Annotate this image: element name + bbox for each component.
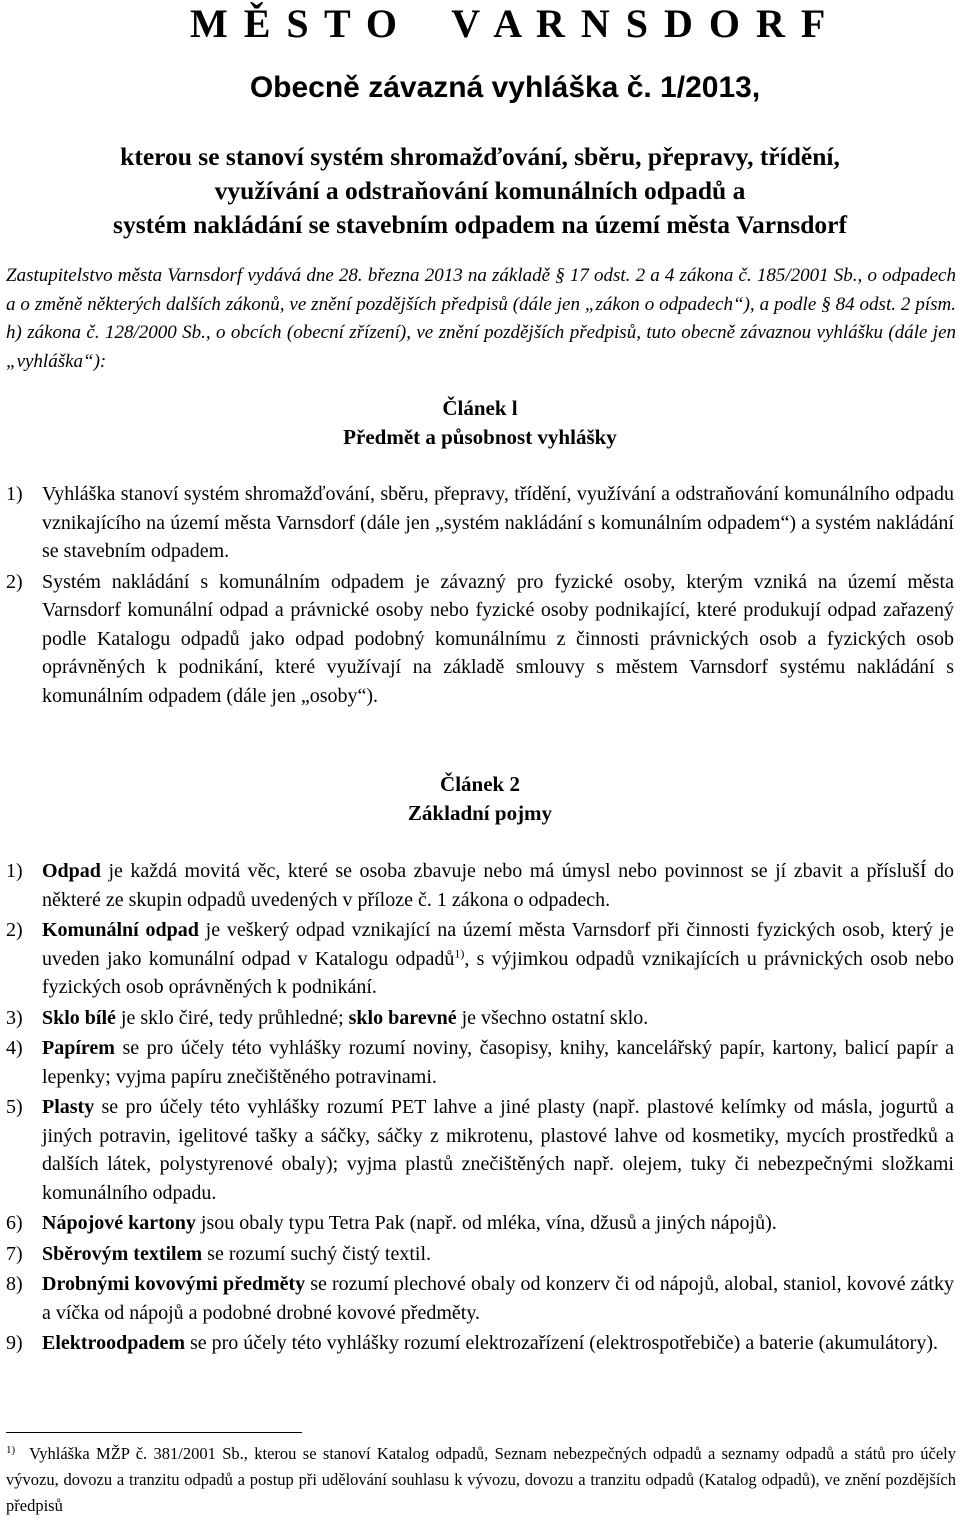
item-text: Vyhláška stanoví systém shromažďování, sběru, přepravy, třídění, využívání a odstraňování komunálního odpadu vznikajícího na území města Varnsdorf (dále jen „systém nakládání s komunálním odpadem“) a systém nakládání se stavebním odpadem. <box>42 483 954 562</box>
item-text: se pro účely této vyhlášky rozumí elektrozařízení (elektrospotřebiče) a baterie (akumulátory). <box>184 1332 939 1354</box>
item-term: Drobnými kovovými předměty <box>42 1273 306 1295</box>
list-item <box>0 480 960 566</box>
article-number: Článek 2 <box>440 772 520 796</box>
footnote-ref: 1) <box>454 945 465 960</box>
item-text: Systém nakládání s komunálním odpadem je závazný pro fyzické osoby, kterým vzniká na území města Varnsdorf komunální odpad a právnické osoby nebo fyzické osoby podnikající, které produkují odpad zařazený podle Katalogu odpadů jako odpad podobný komunálnímu z činnosti právnických osob a fyzických osob oprávněných k podnikání, které využívají na základě smlouvy s městem Varnsdorf systému nakládání s komunálním odpadem (dále jen „osoby“). <box>42 570 954 707</box>
item-number: 4) <box>6 1037 23 1059</box>
list-item <box>0 1034 960 1091</box>
item-text: je sklo čiré, tedy průhledné; <box>115 1006 349 1029</box>
item-number: 9) <box>6 1332 23 1354</box>
article-1-list <box>0 480 960 712</box>
item-number: 6) <box>6 1212 23 1234</box>
item-number: 2) <box>6 919 23 941</box>
item-term: sklo barevné <box>348 1006 457 1029</box>
item-term: Nápojové kartony <box>42 1212 196 1234</box>
subtitle-line: systém nakládání se stavebním odpadem na území města Varnsdorf <box>113 210 847 239</box>
footnote-text: Vyhláška MŽP č. 381/2001 Sb., kterou se stanoví Katalog odpadů, Seznam nebezpečných odpadů a seznamy odpadů a států pro účely vývozu, dovozu a tranzitu odpadů a postup při udělování souhlasu k vývozu, dovozu a tranzitu odpadů (Katalog odpadů), ve znění pozdějších předpisů <box>6 1444 956 1515</box>
footnote-mark: 1) <box>6 1443 16 1456</box>
list-item <box>0 568 960 711</box>
preamble: Zastupitelstvo města Varnsdorf vydává dne 28. března 2013 na základě § 17 odst. 2 a 4 zákona č. 185/2001 Sb., o odpadech a o změně některých dalších zákonů, ve znění pozdějších předpisů (dále jen „zákon o odpadech“), a podle § 84 odst. 2 písm. h) zákona č. 128/2000 Sb., o obcích (obecní zřízení), ve znění pozdějších předpisů, tuto obecně závaznou vyhlášku (dále jen „vyhláška“): <box>6 265 956 372</box>
list-item <box>0 1240 960 1269</box>
list-item <box>0 1004 960 1033</box>
list-item <box>0 1270 960 1327</box>
item-term: Papírem <box>42 1037 115 1059</box>
item-text: se rozumí plechové obaly od konzerv či od nápojů, alobal, staniol, kovové zátky a víčka od nápojů a podobné drobné kovové předměty. <box>42 1273 954 1324</box>
item-term: Odpad <box>42 860 101 882</box>
list-item <box>0 857 960 914</box>
article-title: Předmět a působnost vyhlášky <box>343 425 617 449</box>
item-text: se rozumí suchý čistý textil. <box>202 1242 432 1265</box>
item-number: 7) <box>6 1242 23 1265</box>
footnote-divider <box>6 1432 302 1433</box>
article-2-list <box>0 857 960 1360</box>
article-2-heading <box>0 770 960 828</box>
list-item <box>0 916 960 1002</box>
item-number: 1) <box>6 860 23 882</box>
item-text: jsou obaly typu Tetra Pak (např. od mléka, vína, džusů a jiných nápojů). <box>195 1212 777 1234</box>
item-text: je každá movitá věc, které se osoba zbavuje nebo má úmysl nebo povinnost se jí zbavit a příslušÍ do některé ze skupin odpadů uvedených v příloze č. 1 zákona o odpadech. <box>42 860 954 911</box>
article-number: Článek l <box>442 396 518 420</box>
article-1-heading <box>0 394 960 452</box>
item-text: je všechno ostatní sklo. <box>456 1006 649 1029</box>
item-text: je veškerý odpad vznikající na území města Varnsdorf při činnosti fyzických osob, který je uveden jako komunální odpad v Katalogu odpadů <box>42 919 954 970</box>
item-number: 1) <box>6 483 23 505</box>
city-title: M Ě S T O V A R N S D O R F <box>190 1 829 46</box>
subtitle-line: využívání a odstraňování komunálních odpadů a <box>214 176 746 205</box>
item-term: Komunální odpad <box>42 919 199 941</box>
item-text: se pro účely této vyhlášky rozumí noviny, časopisy, knihy, kancelářský papír, kartony, balicí papír a lepenky; vyjma papíru znečištěného potravinami. <box>42 1037 954 1088</box>
item-term: Sběrovým textilem <box>42 1242 203 1265</box>
item-text: se pro účely této vyhlášky rozumí PET lahve a jiné plasty (např. plastové kelímky od másla, jogurtů a jiných potravin, igelitové tašky a sáčky, sáčky z mikrotenu, plastové lahve od kosmetiky, mycích prostředků a dalších látek, polystyrenové obaly); vyjma plastů znečištěných např. olejem, tuky či nebezpečnými složkami komunálního odpadu. <box>42 1096 954 1204</box>
subtitle-line: kterou se stanoví systém shromažďování, sběru, přepravy, třídění, <box>120 142 840 171</box>
item-text: , s výjimkou odpadů vznikajících u právnických osob nebo fyzických osob oprávněných k podnikání. <box>42 947 954 998</box>
list-item <box>0 1093 960 1207</box>
item-number: 3) <box>6 1006 23 1029</box>
article-title: Základní pojmy <box>407 801 553 825</box>
list-item <box>0 1209 960 1238</box>
footnote <box>6 1441 956 1519</box>
item-term: Sklo bílé <box>42 1006 116 1029</box>
item-term: Elektroodpadem <box>42 1332 185 1354</box>
item-number: 8) <box>6 1273 23 1295</box>
item-number: 2) <box>6 570 23 593</box>
item-term: Plasty <box>42 1096 95 1118</box>
decree-title: Obecně závazná vyhláška č. 1/2013, <box>249 71 761 104</box>
decree-subtitle <box>0 140 960 242</box>
item-number: 5) <box>6 1096 23 1118</box>
list-item <box>0 1329 960 1358</box>
